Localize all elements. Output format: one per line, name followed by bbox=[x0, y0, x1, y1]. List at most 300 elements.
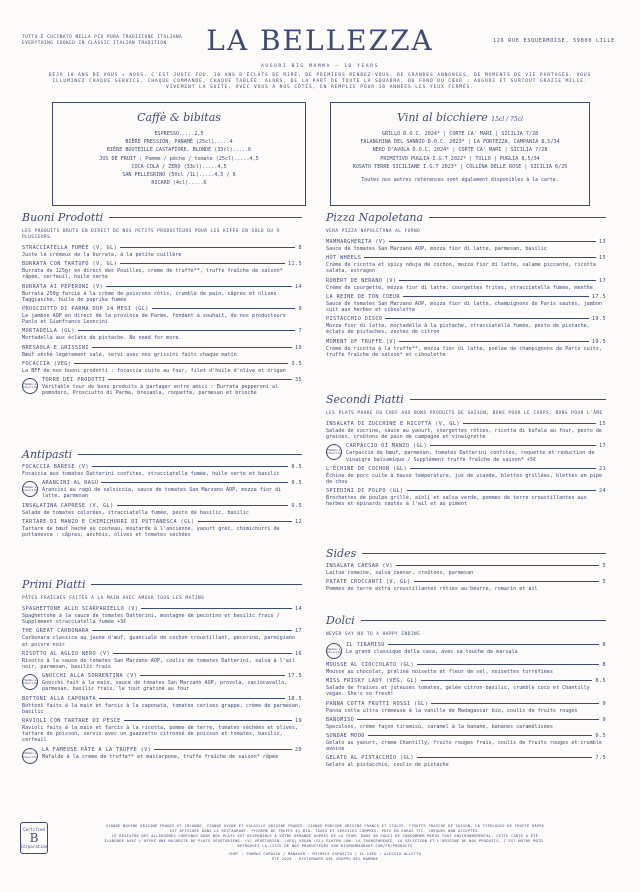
menu-item-description: Gelato au yaourt, crème Chantilly, fruits rouges frais, coulis de fruits rouges et crumble avoine bbox=[326, 740, 603, 753]
favorite-row bbox=[22, 480, 302, 499]
menu-item-description: Mozza fior di latte, mortadelle à la pistache, stracciatella fumée, pesto de pistache, éclats de pistaches, zestes de citron bbox=[326, 323, 590, 336]
menu-item-name: LA REINE DE TON COEUR bbox=[326, 293, 400, 300]
mammas-favorite-badge: Mamma's favorite bbox=[326, 444, 342, 460]
menu-item-name: TORRE DEI PRODOTTI bbox=[42, 377, 106, 384]
section-title-text: Primi Piatti bbox=[22, 578, 86, 591]
menu-item bbox=[22, 673, 302, 692]
menu-item-price: 21 bbox=[598, 465, 606, 472]
menu-item-header bbox=[42, 747, 302, 753]
leader-line bbox=[92, 466, 288, 467]
favorite-row bbox=[326, 443, 606, 462]
leader-line bbox=[399, 341, 588, 342]
menu-item bbox=[22, 261, 302, 280]
menu-item bbox=[326, 294, 606, 313]
menu-item-price: 24 bbox=[598, 488, 606, 495]
menu-item-header bbox=[326, 294, 606, 300]
menu-item-name: IL TIRAMISÙ bbox=[346, 642, 385, 648]
leader-line bbox=[99, 698, 285, 699]
section-sides bbox=[326, 547, 606, 592]
menu-item-name: LA FAMEUSE PÂTE À LA TRUFFE (V) bbox=[42, 746, 152, 753]
menu-item bbox=[22, 503, 302, 516]
menu-item-name: PATATE CROCCANTI (V, GL) bbox=[326, 579, 411, 586]
menu-item-name: GNOCCHI ALLA SORRENTINA (V) bbox=[42, 673, 138, 680]
leader-line bbox=[357, 719, 599, 720]
menu-item-name: INSALATA CAESAR (V) bbox=[326, 563, 393, 569]
menu-item-price: 7 bbox=[298, 328, 302, 335]
restaurant-address: 126 RUE ESQUERMOISE, 59800 LILLE bbox=[493, 38, 615, 44]
menu-item-description: Burrata 250g farcie à la crème de poivrons rôtis, crumble de pain, câpres et olives Taggiasche, huile de paprika fumée bbox=[22, 290, 277, 303]
menu-item bbox=[326, 239, 606, 252]
section-antipasti bbox=[22, 448, 302, 538]
menu-item-name: SPIEDINI DI POLPO (GL) bbox=[326, 488, 404, 495]
leader-line bbox=[368, 735, 593, 736]
footer-line: RETROUVEZ LA LISTE DE NOS PRODUCTEURS SUR BIGMAMMAGROUP.COM/FR/PRODUCTS bbox=[237, 844, 413, 848]
wine-line: NERO D'AVOLA D.O.C. 2024* | CORTE CA' MARI | SICILIA 7/28 bbox=[372, 147, 548, 154]
menu-item bbox=[326, 717, 606, 730]
menu-item bbox=[22, 345, 302, 358]
menu-item-header bbox=[326, 717, 606, 723]
favorite-row bbox=[22, 747, 302, 764]
menu-item-price: 9.5 bbox=[291, 502, 302, 509]
menu-item-name: FOCACCIA (VEG) bbox=[22, 360, 72, 367]
menu-item-price: 19.5 bbox=[591, 316, 606, 323]
menu-item-price: 35 bbox=[294, 377, 302, 384]
menu-item-price: 10 bbox=[294, 344, 302, 351]
section-title-text: Secondi Piatti bbox=[326, 393, 404, 406]
leader-line bbox=[421, 680, 593, 681]
menu-item bbox=[22, 464, 302, 477]
wines-title-units: 15cl / 75cl bbox=[491, 116, 523, 123]
menu-item-description: La BFF de nos buoni prodotti : focaccia cuite au four, filet d'huile d'olive et origan bbox=[22, 367, 286, 374]
menu-item-name: MORTADELLA (GL) bbox=[22, 328, 75, 335]
menu-item-name: MOMENT OF TRUFFE (V) bbox=[326, 338, 397, 345]
leader-line bbox=[106, 286, 292, 287]
menu-item-price: 15 bbox=[598, 255, 606, 262]
menu-item-header bbox=[22, 261, 302, 267]
favorite-row bbox=[22, 377, 302, 396]
leader-line bbox=[154, 749, 292, 750]
menu-item-description: Mortadella aux éclats de pistache. No need for more. bbox=[22, 335, 182, 342]
menu-item bbox=[326, 339, 606, 358]
leader-line bbox=[78, 330, 296, 331]
menu-item-header bbox=[22, 306, 302, 312]
menu-item-header bbox=[326, 701, 606, 707]
section-intro: NEVER SAY NO TO A HAPPY ENDING bbox=[326, 632, 421, 637]
menu-item-header bbox=[326, 278, 606, 284]
leader-line bbox=[120, 263, 285, 264]
menu-item-description: Risotto à la sauce de tomates San Marzano AOP, coulis de tomates Datterini, salsa à l'ail noir, parmesan, basilic frais bbox=[22, 657, 295, 671]
section-title bbox=[22, 578, 302, 591]
leader-line bbox=[417, 664, 599, 665]
leader-line bbox=[407, 490, 596, 491]
menu-item-name: STRACCIATELLA FUMÉE (V, GL) bbox=[22, 245, 118, 251]
menu-item-description: Carbonara classica au jaune d'œuf, guanciale de cochon croustillant, pecorino, parmigiano et poivre noir bbox=[22, 635, 295, 648]
menu-item-header bbox=[22, 464, 302, 470]
menu-item bbox=[326, 579, 606, 592]
menu-item bbox=[326, 278, 606, 291]
menu-item-name: L'ÉCHINE DE COCHON (GL) bbox=[326, 465, 408, 472]
menu-item-description: Burrata de 125gr en direct des Pouilles, crème de truffe**, truffe fraîche de saison* râpée, cerfeuil, huile verte bbox=[22, 268, 283, 281]
menu-item-header bbox=[346, 443, 606, 449]
favorite-row bbox=[326, 642, 606, 659]
section-intro: VERA PIZZA NAPOLETANA AL FORNO bbox=[326, 229, 421, 234]
leader-line bbox=[92, 630, 292, 631]
menu-item-header bbox=[22, 718, 302, 724]
menu-item-description: Salade de tomates colorées, stracciatella fumée, pesto de basilic, basilic bbox=[22, 509, 249, 516]
leader-line bbox=[141, 608, 292, 609]
menu-item-name: BRESAOLA E GRISSINI bbox=[22, 344, 89, 351]
menu-item-description: Gnocchi fait à la main, sauce de tomates San Marzano AOP, provola, caciocavallo, parmesan, basilic frais, le tout gratiné au four bbox=[42, 680, 288, 693]
leader-line bbox=[198, 521, 292, 522]
menu-item-header bbox=[22, 519, 302, 525]
menu-item-name: GELATO AL PISTACCHIO (GL) bbox=[326, 755, 415, 762]
section-title bbox=[326, 614, 606, 627]
menu-item-body bbox=[42, 673, 302, 692]
section-dolci bbox=[326, 614, 606, 769]
menu-item-name: TARTARE DI MANZO E CHIMICHURRI DI PUTTANESCA (GL) bbox=[22, 518, 195, 525]
menu-item-header bbox=[22, 628, 302, 634]
menu-item-description: Échine de porc cuite à basse température, jus de viande, blettes grillées, blettes en pipe de chou bbox=[326, 472, 603, 486]
menu-item-name: BURRATA CON TARTUFO (V, GL) bbox=[22, 261, 118, 268]
menu-item-header bbox=[22, 696, 302, 702]
menu-item bbox=[22, 480, 302, 499]
menu-item-header bbox=[326, 466, 606, 472]
menu-item-name: ROBERT DE NERANO (V) bbox=[326, 277, 397, 284]
menu-item bbox=[22, 519, 302, 538]
menu-item-price: 15 bbox=[598, 421, 606, 427]
section-title bbox=[22, 448, 302, 461]
menu-item-header bbox=[326, 755, 606, 761]
drink-line: SAN PELLEGRINO (50cl /1L).....4,5 / 6 bbox=[122, 172, 236, 179]
menu-item-name: PISTACCHIO DISCO bbox=[326, 316, 383, 323]
menu-item bbox=[326, 488, 606, 507]
menu-item-description: Carpaccio de bœuf, parmesan, tomates Datterini confites, roquette et réduction de vinaigre balsamique / Supplément truffe fraîche de saison* +5€ bbox=[346, 450, 595, 463]
section-pizza-napoletana bbox=[326, 211, 606, 358]
leader-line bbox=[124, 720, 292, 721]
mammas-favorite-badge: Mamma's favorite bbox=[22, 481, 38, 497]
menu-item-description: Le jambon AOP en direct de la province de Parme, fondant à souhait, de nos producteurs Paolo et Gianfranco Leoncini bbox=[22, 313, 286, 326]
menu-item-name: RAVIOLI CON TARTARE DI PESCE bbox=[22, 718, 121, 725]
menu-item-name: HOT WHEELS bbox=[326, 255, 362, 262]
menu-item-name: PANNA COTTA FRUTTI ROSSI (GL) bbox=[326, 700, 429, 707]
leader-line bbox=[463, 423, 596, 424]
wines-box bbox=[330, 102, 590, 206]
menu-item-price: 14 bbox=[294, 283, 302, 290]
menu-item-header bbox=[22, 284, 302, 290]
menu-item-price: 17.5 bbox=[287, 673, 302, 680]
menu-item-price: 9.5 bbox=[595, 733, 606, 740]
menu-item bbox=[22, 628, 302, 647]
drinks-box bbox=[52, 102, 306, 206]
section-title bbox=[22, 211, 302, 224]
mammas-favorite-badge: Mamma's favorite bbox=[22, 674, 38, 690]
menu-item-description: Tartare de bœuf haché au couteau, moutarde à l'ancienne, yaourt grec, chimichurri de puttanesca : câpres, anchois, olives et tomates séchées bbox=[22, 525, 280, 539]
menu-item-body bbox=[42, 480, 302, 499]
leader-line bbox=[414, 581, 600, 582]
menu-item-price: 9.5 bbox=[291, 480, 302, 487]
leader-line bbox=[140, 675, 285, 676]
leader-line bbox=[431, 703, 599, 704]
drink-line: COCA-COLA / ZERO (33cl).....4,5 bbox=[131, 163, 227, 170]
leader-line bbox=[403, 296, 589, 297]
section-title bbox=[326, 547, 606, 560]
menu-item-description: Speculoos, crème façon tiramisù, caramel à la banane, bananes caramélisées bbox=[326, 723, 553, 730]
menu-item-description: Le grand classique della casa, avec sa touche de marsala bbox=[346, 649, 518, 655]
menu-item bbox=[22, 284, 302, 303]
menu-item-description: Sauce de tomates San Marzano AOP, mozza fior di latte, parmesan, basilic bbox=[326, 246, 547, 252]
leader-line bbox=[120, 247, 295, 248]
section-title-rule bbox=[429, 217, 606, 218]
menu-item-name: CARPACCIO DI MANZO (GL) bbox=[346, 443, 428, 450]
menu-item-header bbox=[326, 579, 606, 585]
section-title-rule bbox=[109, 217, 302, 218]
footer-line: VIANDE BOVINE ORIGINE FRANCE ET IRLANDE. VIANDE OVINE ET VOLAILLE ORIGINE FRANCE. VIANDE PORCINE ORIGINE FRANCE ET ITALIE. *TRUFFE FRAÎCHE DE SAISON, LA TYPOLOGIE DE TRUFFE RÂPÉE bbox=[105, 824, 545, 828]
leader-line bbox=[152, 308, 296, 309]
menu-item bbox=[22, 245, 302, 258]
menu-item-price: 8 bbox=[298, 245, 302, 251]
menu-item-header bbox=[326, 316, 606, 322]
menu-item-header bbox=[326, 488, 606, 494]
leader-line bbox=[430, 445, 596, 446]
menu-item-price: 17 bbox=[598, 443, 606, 450]
menu-item-name: INSALATA DI ZUCCHINE E RICOTTA (V, GL) bbox=[326, 421, 460, 427]
menu-item bbox=[22, 747, 302, 764]
drink-line: BIÈRE BOUTEILLE CASTAFIORE, BLONDE (33cl).....6 bbox=[106, 147, 252, 154]
menu-item-price: 9 bbox=[602, 700, 606, 707]
menu-item-header bbox=[326, 662, 606, 668]
menu-item-price: 5 bbox=[602, 579, 606, 586]
section-title bbox=[326, 393, 606, 406]
leader-line bbox=[364, 257, 596, 258]
menu-item-header bbox=[326, 255, 606, 261]
menu-item-price: 8.5 bbox=[291, 464, 302, 470]
menu-item bbox=[22, 361, 302, 374]
footer-line: ÉLABORÉE AVEC L'OFFRE UNE MAJORITÉ DE PLATS VÉGÉTARIENS. (V) VÉGÉTARIEN. (VEG) VEGAN (GL) GLUTEN LOW. LA TRANSPARENCE, LA SÉLECTION ET L'ORIGINE DE NOS PRODUITS, C'EST NOTRE MOTO. bbox=[104, 839, 546, 843]
menu-item-name: BANOMISÙ bbox=[326, 716, 355, 723]
section-title bbox=[326, 211, 606, 224]
anniversary-intro: DÉJÀ 10 ANS DE VOUS « NOUS, C'EST JUSTE FOU. 10 ANS D'ÉCLATS DE RIRE, DE PREMIERS RENDEZ-VOUS, DE GRANDES ANNONCES, DE MOMENTS DE VIE PARTAGÉS. VOUS ILLUMINEZ CHAQUE SERVICE, CHAQUE COMMANDE, CHAQUE TABLÉE. ALORS, DE LA PART DE TOUTE LA SQUADRA, DU FOND DU CŒUR : AUGURI ET SURTOUT GRAZIE MILLE. VIVEMENT LA SUITE, AVEC VOUS À NOS CÔTÉS, EN REMPLIE POUR 10 ANNÉES LES YEUX FERMÉS. bbox=[48, 73, 592, 91]
menu-item bbox=[326, 701, 606, 714]
footer-line: EST AFFICHÉE DANS LE RESTAURANT. **CRÈME DE TRUFFE 4% BIO. TAXES ET SERVICES COMPRIS. PRIX EN EUROS TTC. CHÈQUES NON ACCEPTÉS. bbox=[169, 829, 481, 833]
menu-item-description: Arancini au ragù de salsiccia, sauce de tomates San Marzano AOP, mozza fior di latte, parmesan bbox=[42, 487, 282, 500]
menu-item-price: 17.5 bbox=[591, 293, 606, 300]
section-title-text: Sides bbox=[326, 547, 357, 560]
menu-item-description: Pommes de terre extra croustillantes rôties au beurre, romarin et ail bbox=[326, 586, 538, 593]
menu-item-header bbox=[42, 673, 302, 679]
menu-item-header bbox=[326, 733, 606, 739]
section-title-text: Antipasti bbox=[22, 448, 73, 461]
section-title-rule bbox=[362, 553, 606, 554]
section-intro: PÂTES FRAÎCHES FAITES À LA MAIN AVEC AMOUR TOUS LES MATINS bbox=[22, 596, 205, 601]
menu-item-description: Gelato al pistacchio, coulis de pistache bbox=[326, 762, 449, 769]
drinks-title: Caffè & bibitas bbox=[137, 111, 221, 124]
menu-item-price: 17 bbox=[598, 277, 606, 284]
menu-item-header bbox=[326, 239, 606, 245]
menu-item-price: 5 bbox=[602, 563, 606, 569]
menu-item-name: MAMMARGHERITA (V) bbox=[326, 239, 386, 245]
menu-item-body bbox=[346, 443, 606, 462]
b-corp-logo: Certified B Corporation bbox=[20, 822, 48, 854]
menu-item-body bbox=[42, 747, 302, 764]
menu-item-name: PROSCIUTTO DI PARMA DOP 24 MESI (GL) bbox=[22, 306, 149, 313]
menu-item-description: Panna cotta ultra crémeuse à la vanille de Madagascar bio, coulis de fruits rouges bbox=[326, 707, 578, 714]
leader-line bbox=[399, 280, 595, 281]
menu-item-price: 12 bbox=[294, 518, 302, 525]
menu-item-name: BURRATA AI PEPERONI (V) bbox=[22, 283, 104, 290]
section-title-rule bbox=[91, 584, 302, 585]
menu-item-header bbox=[22, 328, 302, 334]
menu-item-name: RISOTTO AL AGLIO NERO (V) bbox=[22, 650, 111, 657]
leader-line bbox=[92, 347, 292, 348]
leader-line bbox=[410, 468, 596, 469]
menu-item-description: Laitue romaine, salsa caesar, croûtons, parmesan bbox=[326, 570, 474, 576]
menu-item-body bbox=[42, 377, 302, 396]
menu-item bbox=[326, 421, 606, 440]
section-title-rule bbox=[361, 620, 606, 621]
menu-item bbox=[326, 443, 606, 462]
section-secondi-piatti bbox=[326, 393, 606, 508]
section-intro: LES PRODUITS BRUTS EN DIRECT DE NOS PETITS PRODUCTEURS POUR LES KIFFS EN SOLO OU À PLUSIEURS bbox=[22, 229, 280, 240]
wine-line: PRIMITIVO PUGLIA I.G.T 2022* | TULLO | PUGLIA 8,5/34 bbox=[380, 155, 540, 162]
section-title-rule bbox=[410, 399, 606, 400]
brand-title: LA BELLEZZA bbox=[206, 24, 434, 57]
drink-line: JUS DE FRUIT : Pomme / pêche / tomate (25cl).....4,5 bbox=[99, 155, 259, 162]
favorite-row bbox=[22, 673, 302, 692]
mammas-favorite-badge: Mamma's favorite bbox=[326, 643, 342, 659]
section-title-rule bbox=[78, 454, 302, 455]
menu-item-name: BOTTONI ALLA CAPONATA bbox=[22, 695, 96, 702]
menu-item bbox=[22, 306, 302, 325]
menu-item-price: 8.5 bbox=[595, 678, 606, 685]
section-buoni-prodotti bbox=[22, 211, 302, 396]
menu-item-header bbox=[326, 678, 606, 684]
menu-item-description: Juste le crémeux de la burrata, à la petite cuillère bbox=[22, 252, 182, 258]
menu-item-header bbox=[42, 377, 302, 383]
leader-line bbox=[385, 318, 589, 319]
footer-bottom-line: ÉTÉ 2025 - RISTORANTE DEL GRUPPO BIG MAMMA® bbox=[272, 857, 378, 861]
drink-line: ESPRESSO.....2,5 bbox=[154, 131, 204, 137]
leader-line bbox=[74, 363, 288, 364]
menu-item-header bbox=[346, 642, 606, 648]
menu-item-description: Mousse au chocolat, praliné noisette et fleur de sel, noisettes torréfiées bbox=[326, 669, 553, 675]
header-tagline: TUTTO È CUCINATO NELLA PIÙ PURA TRADIZIONE ITALIANA EVERYTHING COOKED IN CLASSIC ITALIAN TRADITION bbox=[22, 35, 183, 46]
menu-item-description: Crème de courgette, mozza fior di latte, courgettes frites, stracciatella fumée, menthe bbox=[326, 284, 593, 291]
menu-item-header bbox=[326, 421, 606, 427]
section-title-text: Pizza Napoletana bbox=[326, 211, 424, 224]
menu-item-description: Bœuf séché légèrement salé, servi avec nos grissini faits chaque matin bbox=[22, 351, 237, 358]
menu-item-header bbox=[22, 651, 302, 657]
menu-item bbox=[22, 377, 302, 396]
menu-item-price: 19 bbox=[294, 718, 302, 725]
menu-item bbox=[22, 718, 302, 744]
legal-footer bbox=[60, 824, 590, 862]
drinks-list bbox=[53, 130, 305, 187]
menu-item-price: 3.5 bbox=[291, 360, 302, 367]
menu-item-price: 20 bbox=[294, 746, 302, 753]
menu-item bbox=[326, 755, 606, 768]
menu-item-name: FOCACCIA BARESE (V) bbox=[22, 464, 89, 470]
menu-item-body bbox=[346, 642, 606, 659]
wine-line: ROSATO TERRE SICILIANE I.G.T 2023* | COLLINA DELLE ROSE | SICILIA 6/25 bbox=[352, 163, 568, 170]
menu-item bbox=[326, 466, 606, 485]
menu-item bbox=[22, 606, 302, 625]
wines-title: Vini al bicchiere 15cl / 75cl bbox=[397, 111, 523, 124]
menu-item-price: 13 bbox=[598, 239, 606, 245]
menu-item-description: Focaccia aux tomates Datterini confites, stracciatella fumée, huile verte et basilic bbox=[22, 471, 280, 477]
menu-item-description: Brochettes de poulpe grillé, aïoli et salsa verde, pommes de terre croustillantes aux herbes et épinards sautés à l'ail et au piment bbox=[326, 495, 587, 508]
staff-credit: CHEF : THOMAS CAPASSO / MANAGER : MICHELE ESPOSITO / IL CAPO : ALESSIO ALLETTO bbox=[228, 852, 422, 856]
menu-item-header bbox=[22, 361, 302, 367]
menu-item-header bbox=[326, 563, 606, 569]
menu-item-header bbox=[22, 245, 302, 251]
menu-item-description: Mafalde à la crème de truffe** et mascarpone, truffe fraîche de saison* râpée bbox=[42, 753, 279, 760]
leader-line bbox=[108, 379, 292, 380]
menu-item-description: Salade de fraises et juteuses tomates, gelée citron-basilic, crumble coco et Chantilly vegan. She's so fresh! bbox=[326, 685, 590, 698]
menu-item-price: 14 bbox=[294, 606, 302, 612]
menu-item-price: 17 bbox=[294, 628, 302, 635]
menu-item bbox=[326, 678, 606, 697]
menu-item-price: 16 bbox=[294, 650, 302, 657]
menu-item bbox=[326, 563, 606, 576]
menu-item-description: Véritable tour de bons produits à partager entre amici : Burrata pepperoni al pomodoro, Prosciutto di Parma, bresaola, roquette, parmesan et brioche bbox=[42, 384, 279, 397]
leader-line bbox=[117, 505, 289, 506]
menu-item-name: THE GREAT CARBONARA bbox=[22, 628, 89, 635]
wines-note: Toutes nos autres références sont également disponibles à la carte. bbox=[361, 177, 559, 184]
anniversary-subtitle: AUGURI BIG MAMMA — 10 YEARS bbox=[261, 64, 379, 69]
menu-item-name: SPAGHETTONE ALLO SCARPARIELLO (V) bbox=[22, 606, 139, 612]
menu-item bbox=[326, 255, 606, 274]
section-title-text: Buoni Prodotti bbox=[22, 211, 104, 224]
menu-item-name: SUNDAE MOOD bbox=[326, 733, 365, 740]
menu-item-price: 18.5 bbox=[287, 695, 302, 702]
mammas-favorite-badge: Mamma's favorite bbox=[22, 378, 38, 394]
menu-item-price: 9 bbox=[298, 306, 302, 313]
menu-item-price: 9 bbox=[602, 716, 606, 723]
drink-line: RICARD (4cl).....6 bbox=[151, 180, 207, 187]
menu-item bbox=[326, 733, 606, 752]
menu-item-name: MISS FRISKY LADY (VEG, GL) bbox=[326, 678, 418, 685]
menu-item bbox=[326, 642, 606, 659]
leader-line bbox=[389, 241, 596, 242]
mammas-favorite-badge: Mamma's favorite bbox=[22, 748, 38, 764]
menu-item-header bbox=[22, 503, 302, 509]
menu-item bbox=[22, 651, 302, 670]
section-primi-piatti bbox=[22, 578, 302, 764]
menu-item-price: 19.5 bbox=[591, 338, 606, 345]
menu-item bbox=[326, 662, 606, 675]
menu-item-price: 11.5 bbox=[287, 261, 302, 268]
menu-item-price: 7.5 bbox=[595, 755, 606, 762]
menu-item-header bbox=[326, 339, 606, 345]
menu-item-price: 8 bbox=[602, 662, 606, 668]
menu-item-description: Crème de ricotta à la truffe**, mozza fior di latte, poêlée de champignons de Paris cuits, truffe fraîche de saison* et ciboulette bbox=[326, 345, 603, 358]
menu-item-description: Ravioli faits à la main et farcis à la ricotta, pomme de terre, tomates séchées et olives, tartare de poisson, servis avec un guazzetto citronné de poisson et tomates, basilic, cerfeuil bbox=[22, 725, 299, 744]
menu-item-description: Salade de sucrine, sauce au yaourt, courgettes rôties, ricotta di bufala au four, pesto de graines, croûtons de pain de campagne et vinaigrette bbox=[326, 428, 603, 441]
wine-line: GRILLO D.O.C. 2024* | CORTE CA' MARI | SICILIA 7/28 bbox=[381, 131, 539, 137]
menu-item-name: INSALATINA CAPRESE (V, GL) bbox=[22, 502, 114, 509]
leader-line bbox=[113, 653, 292, 654]
menu-item-description: Sauce de tomates San Marzano AOP, mozza fior di latte, champignons de Paris sautés, jambon cuit aux herbes et ciboulette bbox=[326, 300, 603, 314]
footer-line: LE REGISTRE DES ALLERGÈNES CONTENUS DANS NOS PLATS EST DISPONIBLE À VOTRE DEMANDE AUPRÈS DE LA TEAM. DANS UN SOUCI DE CONSOMMER MIEUX TOUT ENVIRONNEMENTAL, CETTE CARTE A ÉTÉ bbox=[111, 834, 539, 838]
drink-line: BIÈRE PRESSION, PANAMÉ (25cl).....4 bbox=[125, 139, 233, 146]
menu-item-description: Crème de ricotta et spicy nduja de cochon, mozza fior di latte, salame piccante, ricotta salata, estragon bbox=[326, 262, 596, 275]
menu-item-name: MOUSSE AL CIOCCOLATO (GL) bbox=[326, 662, 415, 668]
menu-item bbox=[22, 696, 302, 715]
menu-item-name: ARANCINI AL RAGÙ bbox=[42, 480, 99, 487]
wine-line: FALANGHINA DEL SANNIO D.O.C. 2023* | LA FORTEZZA, CAMPANIA 8,5/34 bbox=[360, 139, 560, 146]
menu-item bbox=[22, 328, 302, 341]
menu-item-description: Spaghettone à la sauce de tomates Datterini, montagne de pecorino et basilic frais / Supplément stracciatella fumée +3€ bbox=[22, 613, 280, 626]
